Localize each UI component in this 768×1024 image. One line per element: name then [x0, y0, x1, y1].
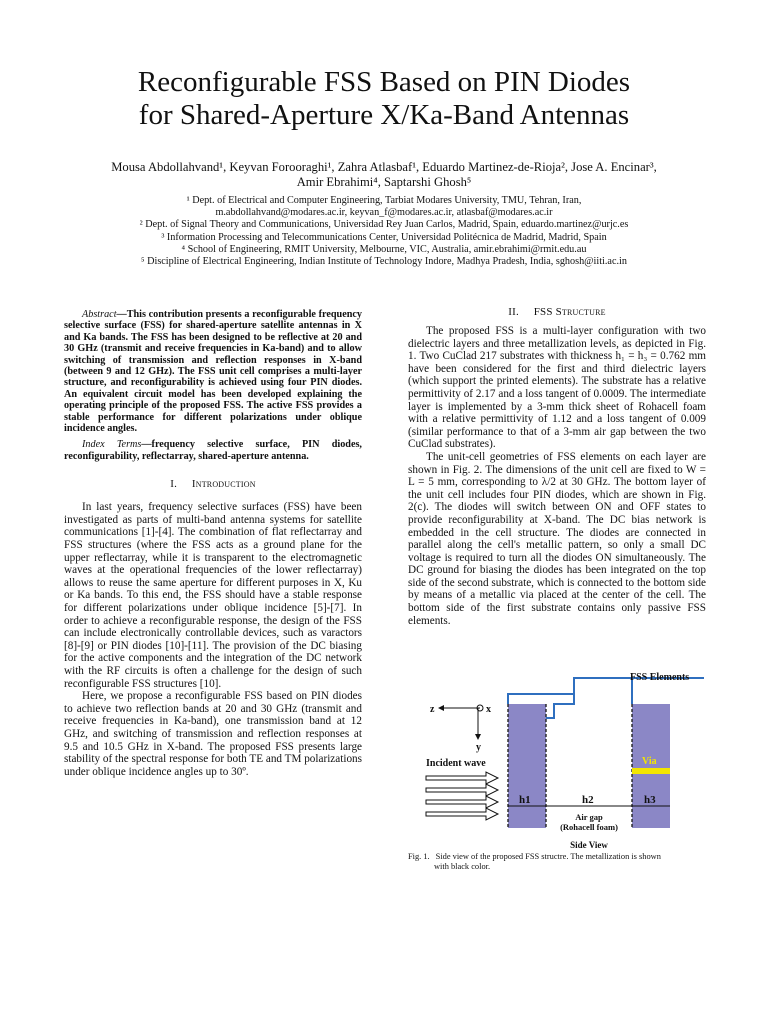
h1-label: h1 — [519, 794, 531, 806]
air-gap-label: Air gap — [575, 812, 603, 822]
paper-title — [0, 66, 768, 132]
paragraph: The unit-cell geometries of FSS elements on each layer are shown in Fig. 2. The dimensions of the unit cell are fixed to W = L = 5 mm, corresponding to λ/2 at 30 GHz. The bottom layer of the unit cell includes four PIN diodes, which are shown in Fig. 2(c). The diodes will switch between ON and OFF states to provide reconfigurability at X-band. The DC bias network is embedded in the cell structure. The diodes are connected in parallel along the cell's metallic pattern, so only a small DC voltage is required to turn all the diodes ON simultaneously. The DC ground for biasing the diodes has been integrated on the top side of the second substrate, which is connected to the bottom side by means of a metallic via placed at the center of the cell. The bottom side of the first substrate contains only passive FSS elements. — [408, 450, 706, 627]
figure-1-side-view — [404, 670, 710, 852]
incident-wave-arrows — [426, 772, 498, 820]
axis-label-z: z — [430, 704, 435, 715]
incident-wave-label: Incident wave — [426, 758, 486, 769]
caption-number: Fig. 1. — [408, 852, 430, 861]
author-line-2: Amir Ebrahimi⁴, Saptarshi Ghosh⁵ — [296, 175, 472, 189]
abstract-text: —This contribution presents a reconfigurable frequency selective surface (FSS) for shared-aperture satellite antennas in X and Ka bands. The FSS has been designed to be reflective at 20 and 30 GHz (transmit and receive frequencies in Ka-band) and to allow switching of transmission and reflection responses in X-band (between 9 and 12 GHz). The FSS unit cell comprises a multi-layer structure, and reconfigurability is achieved using four PIN diodes. An equivalent circuit model has been developed explaining the operating principle of the proposed FSS. The active FSS provides a stable performance for different polarizations under oblique incidence angles. — [64, 309, 362, 435]
rohacell-foam-label: (Rohacell foam) — [560, 822, 618, 832]
section-number: I. — [170, 478, 178, 491]
h3-label: h3 — [644, 794, 656, 806]
section-title: FSS Structure — [533, 306, 606, 318]
via-label: Via — [642, 756, 657, 767]
index-terms-text: —frequency selective surface, PIN diodes, reconfigurability, reflectarray, shared-aperture antenna. — [64, 439, 362, 462]
abstract — [64, 309, 362, 434]
affiliation-line: m.abdollahvand@modares.ac.ir, keyvan_f@modares.ac.ir, atlasbaf@modares.ac.ir — [215, 207, 553, 219]
incident-arrow — [426, 796, 498, 808]
title-line-2: for Shared-Aperture X/Ka-Band Antennas — [138, 99, 630, 131]
figure-1-caption — [408, 852, 708, 873]
h2-label: h2 — [582, 794, 594, 806]
affiliation-line: ² Dept. of Signal Theory and Communications, Universidad Rey Juan Carlos, Madrid, Spain, eduardo.martinez@urjc.es — [139, 219, 629, 231]
caption-line-1 — [408, 852, 708, 862]
fss-elements-pointer — [508, 678, 632, 704]
index-terms-lead: Index Terms — [82, 439, 142, 451]
y-axis-arrowhead — [475, 734, 481, 740]
affiliation-line: ³ Information Processing and Telecommunications Center, Universidad Politécnica de Madrid, Madrid, Spain — [161, 231, 607, 243]
axis-label-y: y — [476, 742, 481, 753]
section-heading-fss-structure — [408, 306, 706, 319]
fss-elements-label: FSS Elements — [630, 672, 690, 683]
paragraph: Here, we propose a reconfigurable FSS based on PIN diodes to achieve two reflection bands at 20 and 30 GHz (transmit and receive frequencies in Ka-band), one transmission band at 12 GHz, and switching of transmission and reflection responses at 9.5 and 10.5 GHz in X-band. The proposed FSS presents large stability of the spectral response for both TE and TM polarizations under oblique incidence angles up to 30º. — [64, 690, 362, 778]
via-marker — [632, 768, 670, 774]
affiliation-line: ⁵ Discipline of Electrical Engineering, Indian Institute of Technology Indore, Madhya Pradesh, India, sghosh@iiti.ac.in — [141, 256, 627, 268]
author-list — [0, 160, 768, 190]
substrate-layer-1 — [508, 704, 546, 828]
abstract-lead: Abstract — [82, 309, 117, 320]
caption-line-2: with black color. — [434, 862, 491, 872]
section-title: Introduction — [191, 478, 256, 491]
incident-arrow — [426, 784, 498, 796]
affiliation-line: ⁴ School of Engineering, RMIT University, Melbourne, VIC, Australia, amir.ebrahimi@rmit.edu.au — [181, 243, 587, 255]
section-number: II. — [508, 306, 519, 318]
right-column — [408, 306, 706, 627]
side-view-label: Side View — [570, 840, 608, 850]
affiliations — [0, 195, 768, 268]
index-terms — [64, 439, 362, 462]
title-line-1: Reconfigurable FSS Based on PIN Diodes — [137, 66, 631, 98]
section-heading-introduction — [64, 478, 362, 491]
z-axis-arrowhead — [438, 705, 444, 711]
caption-text: Side view of the proposed FSS structre. The metallization is shown — [435, 852, 661, 861]
incident-arrow — [426, 772, 498, 784]
axis-label-x: x — [486, 704, 491, 715]
fss-elements-pointer — [546, 694, 574, 718]
left-column — [64, 309, 362, 778]
paragraph: The proposed FSS is a multi-layer configuration with two dielectric layers and three metallization levels, as depicted in Fig. 1. Two CuClad 217 substrates with thickness h₁ = h₃ = 0.762 mm have been considered for the first and third dielectric layers (which support the printed elements). The substrate has a relative permittivity of 2.17 and a loss tangent of 0.0009. The intermediate layer is implemented by a 3-mm thick sheet of Rohacell foam with a relative permittivity of 1.12 and a loss tangent of 0.009 (similar performance to that of a 3-mm air gap between the two CuClad substrates). — [408, 325, 706, 451]
affiliation-line: ¹ Dept. of Electrical and Computer Engineering, Tarbiat Modares University, TMU, Tehran, Iran, — [186, 195, 582, 206]
incident-arrow — [426, 808, 498, 820]
author-line-1: Mousa Abdollahvand¹, Keyvan Forooraghi¹, Zahra Atlasbaf¹, Eduardo Martinez-de-Rioja², Jose A. Encinar³, — [111, 160, 657, 174]
paragraph: In last years, frequency selective surfaces (FSS) have been investigated as parts of multi-band antenna systems for satellite communications [1]-[4]. The combination of flat reflectarray and FSS structures (where the FSS acts as a ground plane for the upper reflectarray, while it is transparent to the electromagnetic waves at the operational frequencies of the lower reflectarray) allows to reuse the same aperture for different purposes in X, Ku or Ka bands. To this end, the FSS should have a stable response for different polarizations under oblique incidence [5]-[7]. In order to achieve a reconfigurable response, the design of the FSS can include electronically controllable devices, such as varactors [8]-[9] or PIN diodes [10]-[11]. The provision of the DC biasing for the active components and the integration of the DC network with the RF circuits is often a challenge for the design of such reconfigurable FSS structures [10]. — [64, 501, 362, 690]
